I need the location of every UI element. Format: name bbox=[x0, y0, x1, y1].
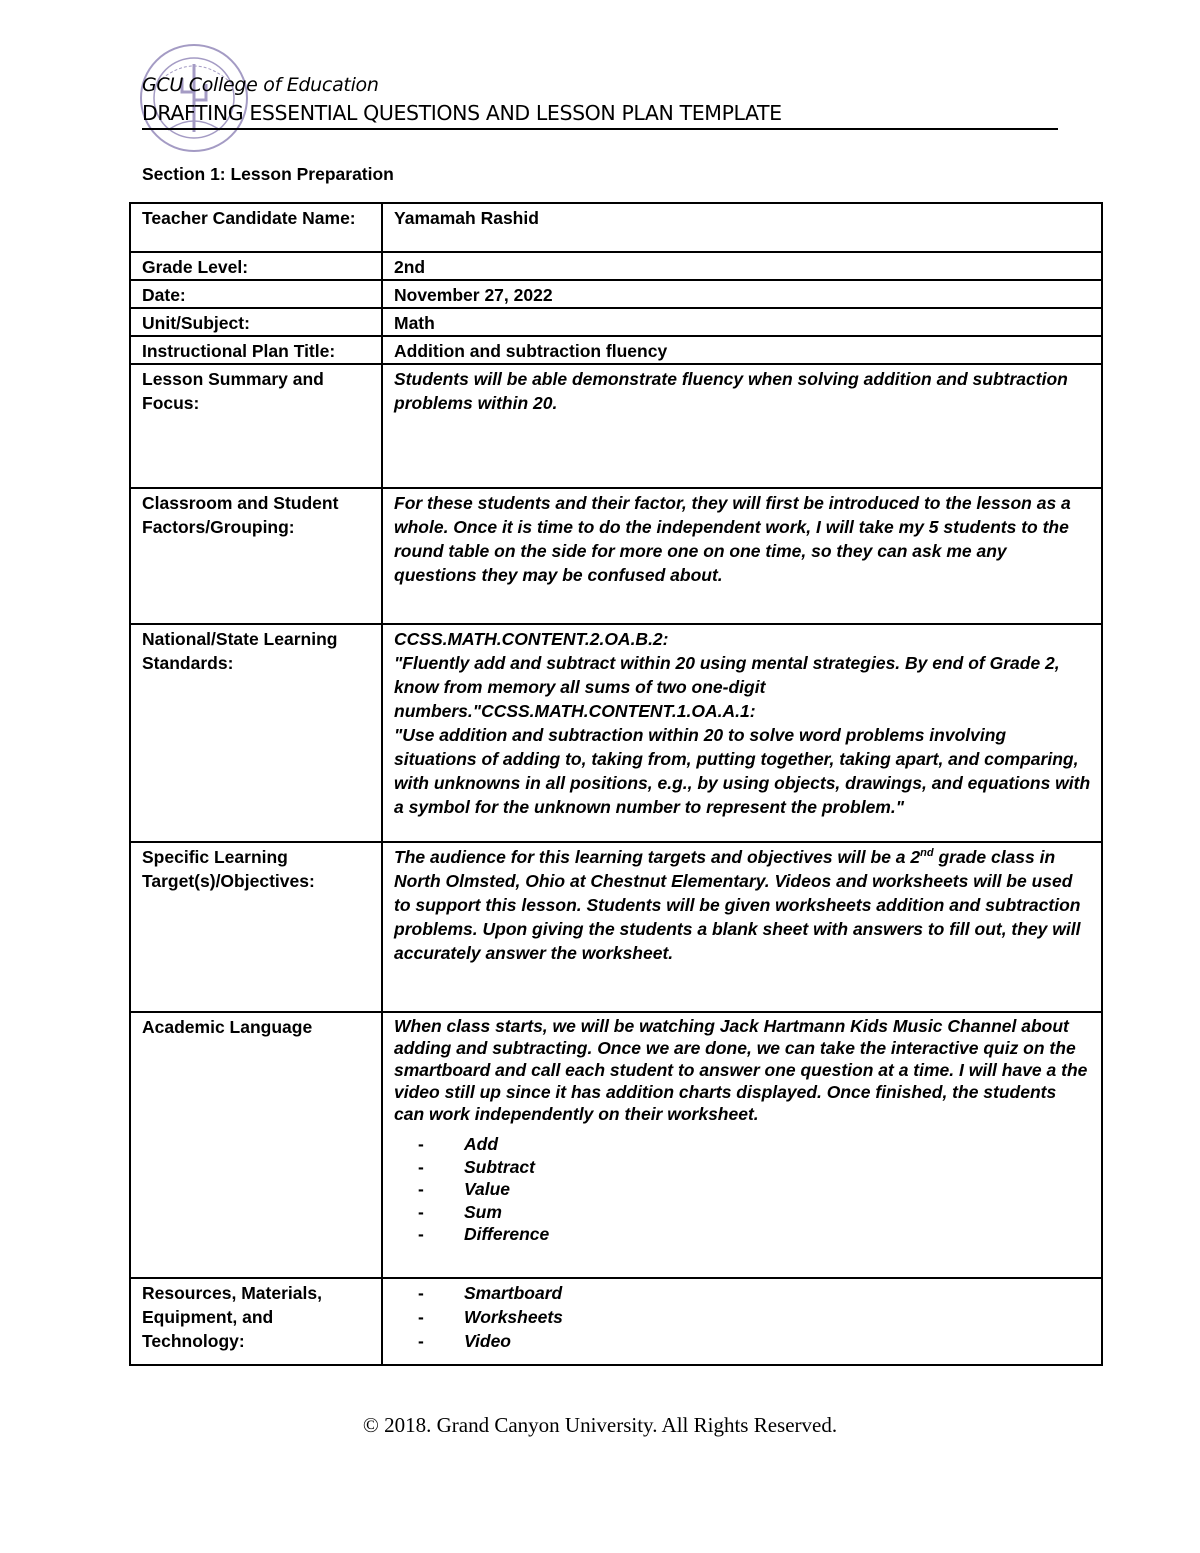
label-academic: Academic Language bbox=[130, 1012, 382, 1278]
row-unit bbox=[130, 308, 1102, 336]
list-item: - Sum bbox=[418, 1201, 1091, 1224]
objectives-text-start: The audience for this learning targets and objectives will be a 2 bbox=[394, 847, 921, 867]
label-unit: Unit/Subject: bbox=[130, 308, 382, 336]
list-item: - Subtract bbox=[418, 1156, 1091, 1179]
list-item: - Difference bbox=[418, 1223, 1091, 1246]
document-header bbox=[142, 72, 1058, 130]
value-academic bbox=[382, 1012, 1102, 1278]
objectives-text-end: grade class in North Olmsted, Ohio at Chestnut Elementary. Videos and worksheets will be used to support this lesson. Students will be given worksheets addition and subtraction problems. Upon giving the students a blank sheet with answers to fill out, they will accurately answer the worksheet. bbox=[394, 847, 1081, 963]
row-objectives bbox=[130, 842, 1102, 1012]
value-objectives bbox=[382, 842, 1102, 1012]
row-standards bbox=[130, 624, 1102, 842]
value-plan-title: Addition and subtraction fluency bbox=[382, 336, 1102, 364]
college-name: GCU College of Education bbox=[142, 74, 379, 96]
row-resources bbox=[130, 1278, 1102, 1365]
label-objectives: Specific Learning Target(s)/Objectives: bbox=[130, 842, 382, 1012]
row-academic bbox=[130, 1012, 1102, 1278]
label-resources: Resources, Materials, Equipment, and Technology: bbox=[130, 1278, 382, 1365]
row-factors bbox=[130, 488, 1102, 624]
label-grade: Grade Level: bbox=[130, 252, 382, 280]
value-teacher: Yamamah Rashid bbox=[382, 203, 1102, 252]
row-date bbox=[130, 280, 1102, 308]
label-date: Date: bbox=[130, 280, 382, 308]
document-title: DRAFTING ESSENTIAL QUESTIONS AND LESSON PLAN TEMPLATE bbox=[142, 98, 1058, 130]
label-factors: Classroom and Student Factors/Grouping: bbox=[130, 488, 382, 624]
list-item: - Smartboard bbox=[418, 1281, 1091, 1305]
list-item: - Worksheets bbox=[418, 1305, 1091, 1329]
list-item: - Value bbox=[418, 1178, 1091, 1201]
label-plan-title: Instructional Plan Title: bbox=[130, 336, 382, 364]
section-title: Section 1: Lesson Preparation bbox=[142, 164, 394, 184]
row-summary bbox=[130, 364, 1102, 488]
standard-code: CCSS.MATH.CONTENT.2.OA.B.2: bbox=[394, 629, 669, 649]
academic-terms-list bbox=[394, 1133, 1091, 1246]
label-teacher: Teacher Candidate Name: bbox=[130, 203, 382, 252]
value-grade: 2nd bbox=[382, 252, 1102, 280]
value-factors: For these students and their factor, they will first be introduced to the lesson as a whole. Once it is time to do the independent work, I will take my 5 students to the round table on the side for more one on one time, so they can ask me any questions they may be confused about. bbox=[382, 488, 1102, 624]
standard-text-2: "Use addition and subtraction within 20 to solve word problems involving situations of adding to, taking from, putting together, taking apart, and comparing, with unknowns in all positions, e.g., by using objects, drawings, and equations with a symbol for the unknown number to represent the problem." bbox=[394, 725, 1091, 817]
value-standards bbox=[382, 624, 1102, 842]
lesson-plan-table bbox=[129, 202, 1103, 1366]
list-item: - Video bbox=[418, 1329, 1091, 1353]
value-summary: Students will be able demonstrate fluency when solving addition and subtraction problems within 20. bbox=[382, 364, 1102, 488]
row-grade bbox=[130, 252, 1102, 280]
label-summary: Lesson Summary and Focus: bbox=[130, 364, 382, 488]
academic-text: When class starts, we will be watching Jack Hartmann Kids Music Channel about adding and subtracting. Once we are done, we can take the interactive quiz on the smartboard and call each student to answer one question at a time. I will have a the video still up since it has addition charts displayed. Once finished, the students can work independently on their worksheet. bbox=[394, 1016, 1088, 1124]
row-teacher bbox=[130, 203, 1102, 252]
standard-text-1: "Fluently add and subtract within 20 using mental strategies. By end of Grade 2, know from memory all sums of two one-digit numbers."CCSS.MATH.CONTENT.1.OA.A.1: bbox=[394, 653, 1060, 721]
value-unit: Math bbox=[382, 308, 1102, 336]
resources-list bbox=[394, 1281, 1091, 1353]
value-date: November 27, 2022 bbox=[382, 280, 1102, 308]
value-resources bbox=[382, 1278, 1102, 1365]
objectives-ordinal: nd bbox=[920, 847, 934, 860]
label-standards: National/State Learning Standards: bbox=[130, 624, 382, 842]
copyright-footer: © 2018. Grand Canyon University. All Rights Reserved. bbox=[362, 1413, 838, 1437]
list-item: - Add bbox=[418, 1133, 1091, 1156]
row-plan-title bbox=[130, 336, 1102, 364]
